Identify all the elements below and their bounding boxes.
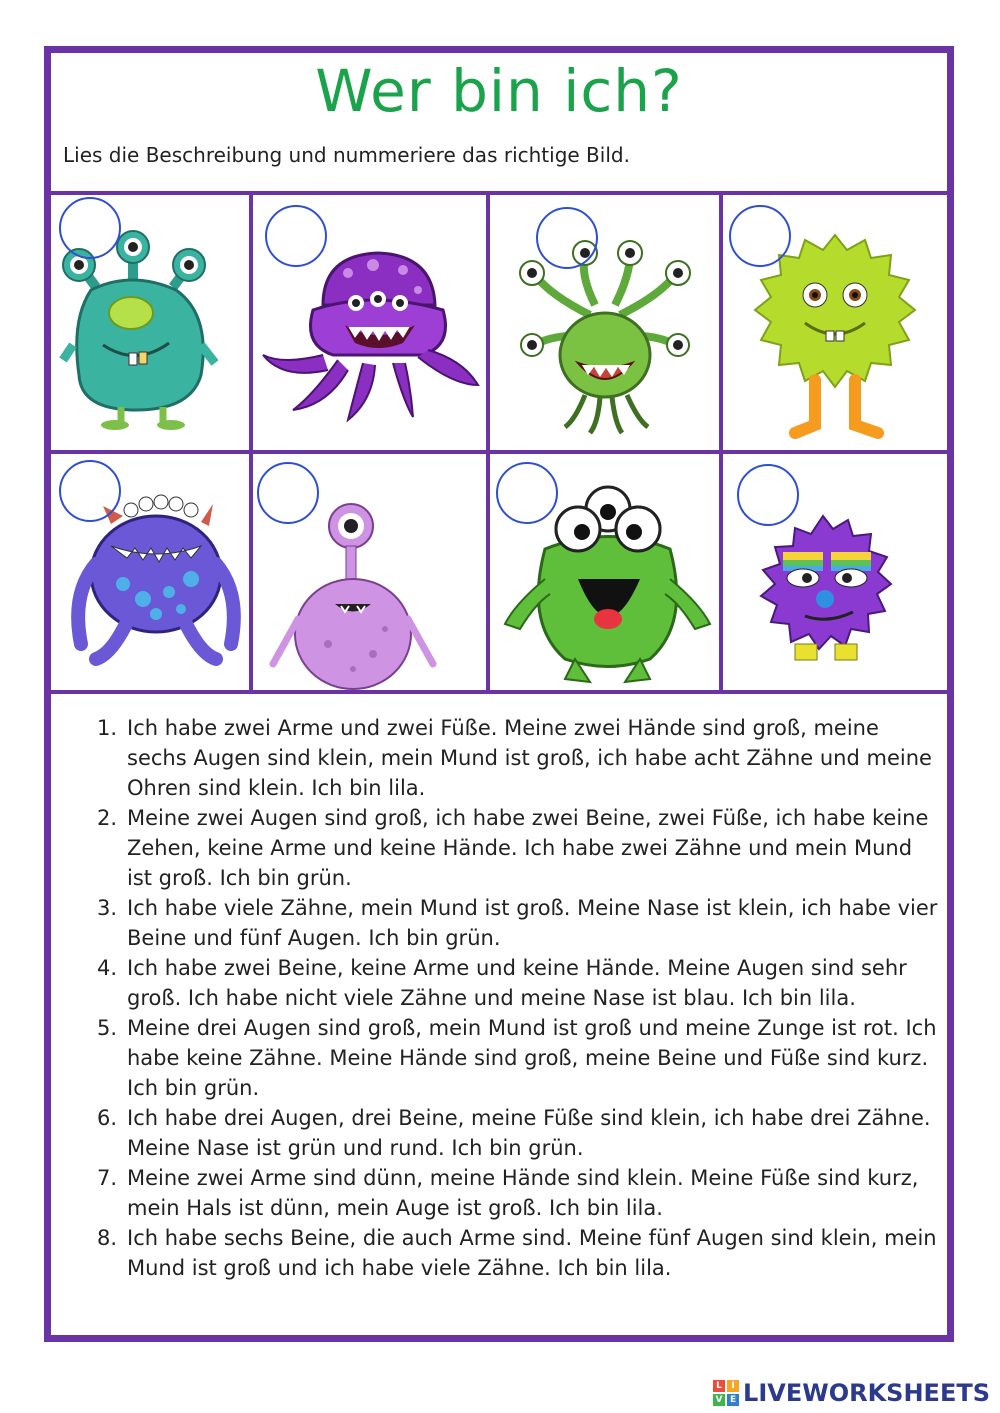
logo-block: E bbox=[727, 1394, 739, 1406]
answer-circle-5[interactable] bbox=[59, 460, 121, 522]
monster-cell-8 bbox=[723, 454, 947, 690]
item-number: 1. bbox=[97, 716, 118, 740]
item-number: 4. bbox=[97, 956, 118, 980]
monster-cell-5 bbox=[51, 454, 249, 690]
page-title: Wer bin ich? bbox=[315, 57, 683, 125]
list-item bbox=[97, 1163, 947, 1223]
item-number: 2. bbox=[97, 806, 118, 830]
green-antenna-monster bbox=[490, 195, 719, 450]
item-number: 8. bbox=[97, 1226, 118, 1250]
list-item bbox=[97, 803, 947, 893]
answer-circle-1[interactable] bbox=[59, 197, 121, 259]
item-number: 6. bbox=[97, 1106, 118, 1130]
answer-circle-4[interactable] bbox=[729, 205, 791, 267]
item-number: 7. bbox=[97, 1166, 118, 1190]
item-number: 5. bbox=[97, 1016, 118, 1040]
liveworksheets-logo-icon bbox=[713, 1380, 739, 1406]
list-item bbox=[97, 1223, 947, 1283]
list-item bbox=[97, 1103, 947, 1163]
item-text: Ich habe viele Zähne, mein Mund ist groß. Meine Nase ist klein, ich habe vier Beine und fünf Augen. Ich bin grün. bbox=[127, 896, 938, 950]
instruction-text: Lies die Beschreibung und nummeriere das richtige Bild. bbox=[63, 143, 630, 167]
answer-circle-6[interactable] bbox=[257, 462, 319, 524]
logo-block: I bbox=[727, 1380, 739, 1392]
footer-brand bbox=[713, 1376, 990, 1410]
list-item bbox=[97, 1013, 947, 1103]
monster-cell-3 bbox=[490, 195, 719, 450]
item-text: Ich habe drei Augen, drei Beine, meine Füße sind klein, ich habe drei Zähne. Meine Nase ist grün und rund. Ich bin grün. bbox=[127, 1106, 931, 1160]
worksheet-header bbox=[51, 53, 947, 191]
monster-cell-4 bbox=[723, 195, 947, 450]
monster-cell-6 bbox=[253, 454, 486, 690]
monster-cell-1 bbox=[51, 195, 249, 450]
item-text: Ich habe sechs Beine, die auch Arme sind. Meine fünf Augen sind klein, mein Mund ist groß und ich habe viele Zähne. Ich bin lila. bbox=[127, 1226, 937, 1280]
worksheet-frame bbox=[44, 46, 954, 1342]
item-number: 3. bbox=[97, 896, 118, 920]
item-text: Meine zwei Arme sind dünn, meine Hände sind klein. Meine Füße sind kurz, mein Hals ist dünn, mein Auge ist groß. Ich bin lila. bbox=[127, 1166, 919, 1220]
answer-circle-7[interactable] bbox=[496, 462, 558, 524]
monster-cell-2 bbox=[253, 195, 486, 450]
list-item bbox=[97, 713, 947, 803]
item-text: Ich habe zwei Arme und zwei Füße. Meine zwei Hände sind groß, meine sechs Augen sind klein, mein Mund ist groß, ich habe acht Zähne und meine Ohren sind klein. Ich bin lila. bbox=[127, 716, 932, 800]
numbered-descriptions bbox=[51, 713, 947, 1283]
monster-cell-7 bbox=[490, 454, 719, 690]
list-item bbox=[97, 953, 947, 1013]
item-text: Ich habe zwei Beine, keine Arme und keine Hände. Meine Augen sind sehr groß. Ich habe nicht viele Zähne und meine Nase ist blau. Ich bin lila. bbox=[127, 956, 907, 1010]
answer-circle-8[interactable] bbox=[737, 464, 799, 526]
item-text: Meine drei Augen sind groß, mein Mund ist groß und meine Zunge ist rot. Ich habe keine Zähne. Meine Hände sind groß, meine Beine und Füße sind kurz. Ich bin grün. bbox=[127, 1016, 937, 1100]
answer-circle-3[interactable] bbox=[536, 207, 598, 269]
divider bbox=[51, 690, 947, 694]
item-text: Meine zwei Augen sind groß, ich habe zwei Beine, zwei Füße, ich habe keine Zehen, keine Arme und keine Hände. Ich habe zwei Zähne und mein Mund ist groß. Ich bin grün. bbox=[127, 806, 929, 890]
list-item bbox=[97, 893, 947, 953]
description-list bbox=[51, 713, 947, 1323]
answer-circle-2[interactable] bbox=[265, 205, 327, 267]
logo-block: L bbox=[713, 1380, 725, 1392]
logo-block: V bbox=[713, 1394, 725, 1406]
brand-name: LIVEWORKSHEETS bbox=[743, 1379, 990, 1407]
